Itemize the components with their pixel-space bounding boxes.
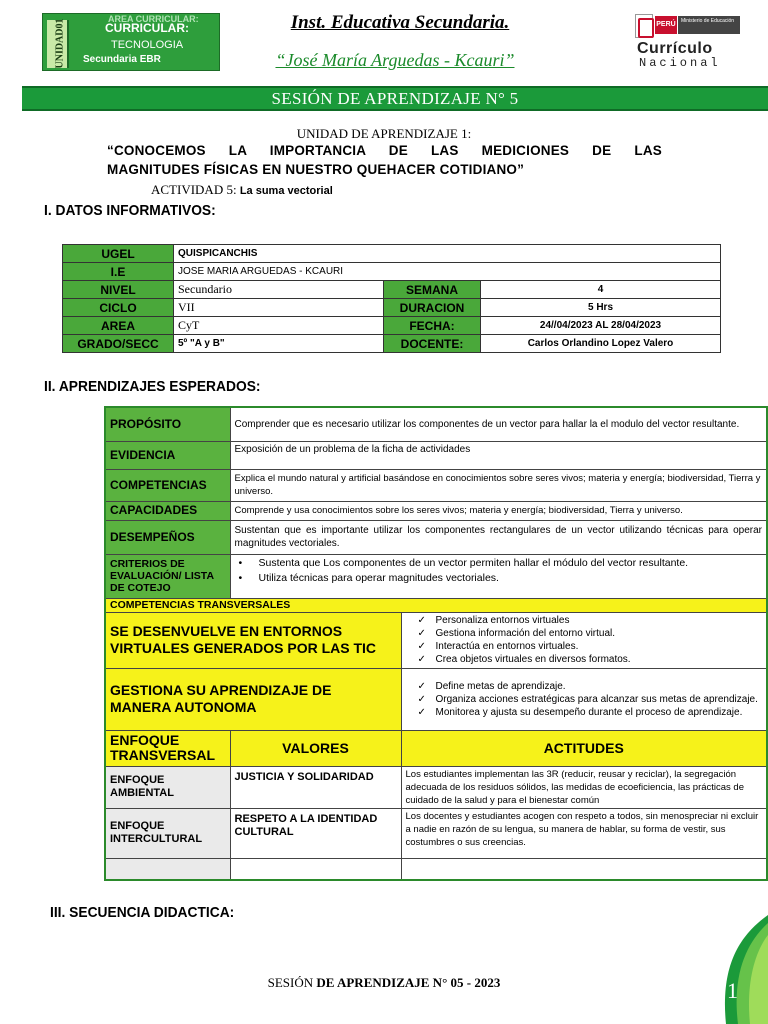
datos-informativos-table (62, 244, 721, 353)
enfoque-ambiental: ENFOQUE AMBIENTAL (105, 766, 230, 808)
table-row (105, 441, 767, 469)
tecnologia-label: TECNOLOGIA (111, 39, 184, 51)
table-row (105, 730, 767, 766)
ugel-label: UGEL (63, 245, 174, 263)
section-datos-informativos: I. DATOS INFORMATIVOS: (44, 202, 216, 219)
actitudes-header: ACTITUDES (401, 730, 767, 766)
autonoma-label: GESTIONA SU APRENDIZAJE DE MANERA AUTONOMA (105, 668, 401, 730)
semana-value: 4 (481, 281, 721, 299)
fecha-label: FECHA: (384, 317, 481, 335)
nivel-value: Secundario (174, 281, 384, 299)
table-row (105, 520, 767, 554)
unidad-aprendizaje: UNIDAD DE APRENDIZAJE 1: (296, 126, 472, 141)
evidencia-label: EVIDENCIA (105, 441, 230, 469)
enfoque-intercultural: ENFOQUE INTERCULTURAL (105, 808, 230, 858)
capacidades-label: CAPACIDADES (105, 501, 230, 520)
actitud-ambiental: Los estudiantes implementan las 3R (reducir, reusar y reciclar), la segregación adecuada de los residuos sólidos, las medidas de ecoeficiencia, las prácticas de cuidado de la salud y para el bienestar común (401, 766, 767, 808)
table-row (105, 501, 767, 520)
ciclo-label: CICLO (63, 299, 174, 317)
table-row (105, 808, 767, 858)
evidencia-value: Exposición de un problema de la ficha de actividades (230, 441, 767, 469)
list-item: • Utiliza técnicas para operar magnitudes vectoriales. (235, 571, 763, 586)
docente-label: DOCENTE: (384, 335, 481, 353)
table-row (105, 469, 767, 501)
actitud-intercultural: Los docentes y estudiantes acogen con respeto a todos, sin menospreciar ni excluir a nadie en razón de su lengua, su manera de hablar, su forma de vestir, sus costumbres o sus creencias. (401, 808, 767, 858)
footer (0, 975, 768, 991)
criterios-cell (230, 554, 767, 598)
session-band (22, 86, 768, 111)
competencias-transversales-label: COMPETENCIAS TRANSVERSALES (105, 598, 767, 612)
table-row (63, 335, 721, 353)
actividad-label: ACTIVIDAD 5: (151, 182, 240, 197)
unit-title-line1: “CONOCEMOS LA IMPORTANCIA DE LAS MEDICIONES DE LAS (107, 143, 662, 158)
fecha-value: 24//04/2023 AL 28/04/2023 (481, 317, 721, 335)
secundaria-label: Secundaria EBR (83, 54, 161, 65)
empty-cell (401, 858, 767, 880)
autonoma-cell (401, 668, 767, 730)
valores-header: VALORES (230, 730, 401, 766)
table-row (105, 612, 767, 668)
ciclo-value: VII (174, 299, 384, 317)
ugel-value: QUISPICANCHIS (174, 245, 721, 263)
session-title: SESIÓN DE APRENDIZAJE N° 5 (271, 89, 519, 108)
actividad (151, 182, 333, 198)
empty-cell (230, 858, 401, 880)
duracion-value: 5 Hrs (481, 299, 721, 317)
table-row (105, 407, 767, 441)
coat-of-arms-icon (635, 14, 653, 38)
table-row (63, 263, 721, 281)
table-row (105, 668, 767, 730)
footer-bold: DE APRENDIZAJE N° 05 - 2023 (316, 975, 501, 990)
unidad-tab-label: UNIDAD01 (54, 18, 66, 69)
autonoma-list (406, 680, 763, 719)
duracion-label: DURACION (384, 299, 481, 317)
nivel-label: NIVEL (63, 281, 174, 299)
table-row (63, 245, 721, 263)
criterios-label: CRITERIOS DE EVALUACIÓN/ LISTA DE COTEJO (105, 554, 230, 598)
tic-list (406, 614, 763, 666)
list-item: ✓ Organiza acciones estratégicas para alcanzar sus metas de aprendizaje. (406, 693, 763, 706)
aprendizajes-table (104, 406, 768, 881)
area-ghost-label: AREA CURRICULAR: (108, 14, 199, 24)
area-label: AREA (63, 317, 174, 335)
unidad-tab (47, 20, 69, 68)
school-name: “José María Arguedas - Kcauri” (275, 50, 515, 70)
valor-respeto: RESPETO A LA IDENTIDAD CULTURAL (230, 808, 401, 858)
logo-curriculo: Currículo (637, 40, 713, 57)
docente-value: Carlos Orlandino Lopez Valero (481, 335, 721, 353)
empty-cell (105, 858, 230, 880)
tic-cell (401, 612, 767, 668)
ie-value: JOSE MARIA ARGUEDAS - KCAURI (174, 263, 721, 281)
institution-title: Inst. Educativa Secundaria. (290, 12, 510, 33)
section-aprendizajes: II. APRENDIZAJES ESPERADOS: (44, 378, 261, 395)
desempenos-label: DESEMPEÑOS (105, 520, 230, 554)
competencias-value: Explica el mundo natural y artificial basándose en conocimientos sobre seres vivos; materia y energía; biodiversidad, Tierra y universo. (230, 469, 767, 501)
curriculo-nacional-logo (635, 14, 745, 74)
table-row (63, 299, 721, 317)
list-item: ✓ Define metas de aprendizaje. (406, 680, 763, 693)
table-row (63, 317, 721, 335)
tic-label: SE DESENVUELVE EN ENTORNOS VIRTUALES GENERADOS POR LAS TIC (105, 612, 401, 668)
logo-peru: PERÚ (655, 16, 677, 34)
area-label: CURRICULAR: (105, 21, 189, 35)
table-row (63, 281, 721, 299)
competencias-label: COMPETENCIAS (105, 469, 230, 501)
table-row (105, 766, 767, 808)
page-number: 1 (727, 978, 738, 1003)
section-secuencia: III. SECUENCIA DIDACTICA: (50, 904, 235, 921)
list-item: ✓ Crea objetos virtuales en diversos formatos. (406, 653, 763, 666)
ie-label: I.E (63, 263, 174, 281)
list-item: ✓ Gestiona información del entorno virtual. (406, 627, 763, 640)
unit-title-line2: MAGNITUDES FÍSICAS EN NUESTRO QUEHACER COTIDIANO” (107, 162, 525, 177)
area-value: CyT (174, 317, 384, 335)
proposito-label: PROPÓSITO (105, 407, 230, 441)
semana-label: SEMANA (384, 281, 481, 299)
valor-justicia: JUSTICIA Y SOLIDARIDAD (230, 766, 401, 808)
list-item: ✓ Interactúa en entornos virtuales. (406, 640, 763, 653)
desempenos-value: Sustentan que es importante utilizar los componentes rectangulares de un vector utilizando técnicas para operar magnitudes vectoriales. (230, 520, 767, 554)
actividad-value: La suma vectorial (239, 185, 333, 197)
list-item: ✓ Monitorea y ajusta su desempeño durante el proceso de aprendizaje. (406, 706, 763, 719)
table-row (105, 554, 767, 598)
criterios-list (235, 556, 763, 586)
logo-nacional: Nacional (639, 56, 721, 70)
list-item: ✓ Personaliza entornos virtuales (406, 614, 763, 627)
grado-value: 5º "A y B" (174, 335, 384, 353)
table-row (105, 598, 767, 612)
table-row (105, 858, 767, 880)
footer-prefix: SESIÓN (267, 975, 317, 990)
list-item: • Sustenta que Los componentes de un vector permiten hallar el módulo del vector resultante. (235, 556, 763, 571)
proposito-value: Comprender que es necesario utilizar los componentes de un vector para hallar la el modulo del vector resultante. (230, 407, 767, 441)
enfoque-header: ENFOQUE TRANSVERSAL (105, 730, 230, 766)
corner-swoosh-icon (680, 915, 768, 1024)
capacidades-value: Comprende y usa conocimientos sobre los seres vivos; materia y energía; biodiversidad, Tierra y universo. (230, 501, 767, 520)
header-area-box (42, 13, 220, 71)
logo-ministerio: Ministerio de Educación (678, 16, 740, 34)
grado-label: GRADO/SECC (63, 335, 174, 353)
